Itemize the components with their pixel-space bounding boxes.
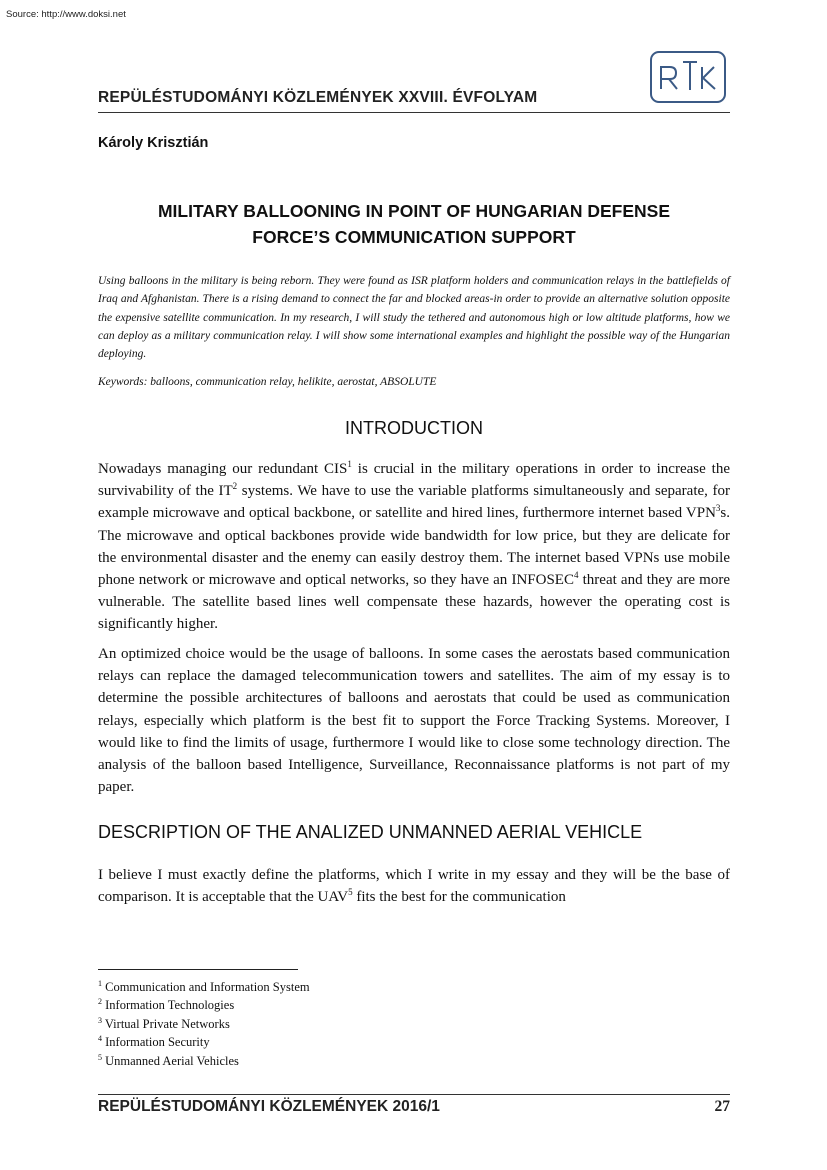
page-number: 27 <box>714 1098 730 1115</box>
rtk-logo <box>650 51 726 103</box>
footer-divider <box>98 1094 730 1095</box>
footnote-item: $^3$ Virtual Private Networks <box>98 1015 230 1031</box>
footnote-item: $^1$ Communication and Information System <box>98 979 310 994</box>
footnote-item: $^5$ Unmanned Aerial Vehicles <box>98 1052 239 1068</box>
footer-journal-issue: REPÜLÉSTUDOMÁNYI KÖZLEMÉNYEK 2016/1 <box>98 1098 440 1115</box>
footnote-ref-1[interactable]: 1 <box>347 459 352 469</box>
abstract: Using balloons in the military is being reborn. They were found as ISR platform holders and communication relays in the battlefields of Iraq and Afghanistan. There is a rising demand to connect the far and blocked areas-in order to provide an alternative solution opposite the expensive satellite communication. In my research, I will study the tethered and autonomous high or low altitude platforms, how we can deploy as a military communication relay. I will show some international examples and highlight the possible way of the Hungarian deploying. <box>98 275 730 361</box>
description-heading: DESCRIPTION OF THE ANALIZED UNMANNED AERIAL VEHICLE <box>98 822 643 842</box>
footnote-ref-3[interactable]: 3 <box>715 503 721 514</box>
introduction-paragraph-2: An optimized choice would be the usage of balloons. In some cases the aerostats based communication relays can replace the damaged telecommunication towers and satellites. The aim of my essay is to determine the possible architectures of balloons and aerostats that could be used as communication relays, especially which platform is the best fit to support the Force Tracking Systems. Moreover, I would like to find the limits of usage, furthermore I would like to close some technology direction. The analysis of the balloon based Intelligence, Surveillance, Reconnaissance platforms is not part of my paper. <box>98 646 730 796</box>
description-paragraph-1: I believe I must exactly define the platforms, which I write in my essay and they will be the base of comparison. It is acceptable that the UAV$^5$ fits the best for the communication <box>98 867 730 906</box>
footnote-ref-2[interactable]: 2 <box>232 481 238 492</box>
header-divider <box>98 112 730 113</box>
rtk-logo-mark <box>652 53 724 101</box>
footnote-ref-5[interactable]: 5 <box>348 887 353 898</box>
footnotes <box>98 978 310 1070</box>
title-line-2: FORCE’S COMMUNICATION SUPPORT <box>252 227 576 247</box>
footnote-divider <box>98 969 298 970</box>
title-line-1: MILITARY BALLOONING IN POINT OF HUNGARIAN DEFENSE <box>157 201 671 221</box>
paper-title <box>98 198 730 250</box>
introduction-paragraph-1: Nowadays managing our redundant CIS$^1$ is crucial in the military operations in order to increase the survivability of the $IT^2$ systems. We have to use the variable platforms simultaneously and separate, for example microwave and optical backbone, or satellite and hired lines, furthermore internet based VPN$^3$s. The microwave and optical backbones provide wide bandwidth for low price, but they are delicate for the environmental disaster and the enemy can easily destroy them. The internet based VPNs use mobile phone network or microwave and optical networks, so they have an INFOSEC$^4$ threat and they are more vulnerable. The satellite based lines well compensate these hazards, however the operating cost is significantly higher. <box>98 459 731 633</box>
author-name: Károly Krisztián <box>98 135 209 151</box>
source-line: Source: http://www.doksi.net <box>6 9 126 20</box>
journal-header: REPÜLÉSTUDOMÁNYI KÖZLEMÉNYEK XXVIII. ÉVFOLYAM <box>98 89 538 106</box>
footnote-item: $^4$ Information Security <box>98 1034 210 1050</box>
introduction-heading: INTRODUCTION <box>345 418 483 438</box>
footnote-item: $^2$ Information Technologies <box>98 997 235 1013</box>
footnote-ref-4[interactable]: 4 <box>573 570 579 581</box>
keywords: Keywords: balloons, communication relay, helikite, aerostat, ABSOLUTE <box>98 376 437 388</box>
